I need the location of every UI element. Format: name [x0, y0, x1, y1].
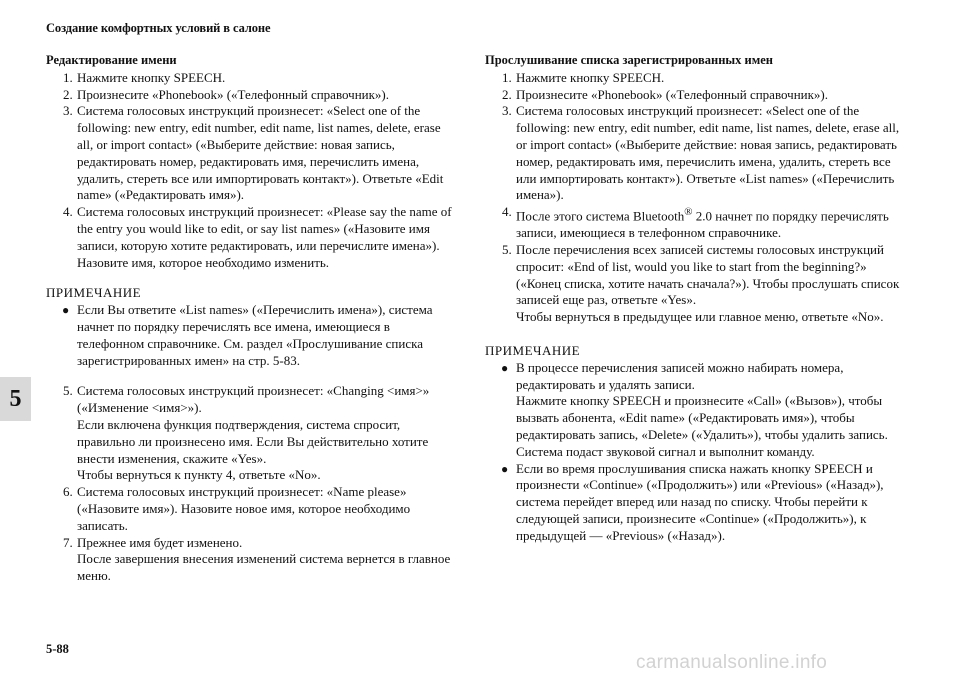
step-text: Нажмите кнопку SPEECH.	[77, 69, 226, 85]
note-item	[46, 302, 458, 369]
note-text: Если во время прослушивания списка нажать кнопку SPEECH и произнести «Continue» («Продолжить») или «Previous» («Назад»), система перейдет вперед или назад по списку. Чтобы перейти к следующей записи, произнесите «Continue» («Продолжить»), к предыдущей — «Previous» («Назад»).	[516, 460, 884, 543]
note-text: Если Вы ответите «List names» («Перечислить имена»), система начнет по порядку перечислять все имена, имеющиеся в телефонном справочнике. См. раздел «Прослушивание списка зарегистрированных имен» на стр. 5-83.	[77, 302, 433, 368]
step-number: 5.	[502, 242, 512, 258]
bullet-icon: ●	[501, 461, 509, 476]
step-number: 1.	[502, 69, 512, 85]
step-extra-text: Чтобы вернуться к пункту 4, ответьте «No».	[77, 467, 321, 483]
step-number: 6.	[63, 484, 73, 500]
step-item	[46, 87, 458, 104]
step-item	[485, 70, 905, 87]
step-item	[46, 204, 458, 271]
note-extra-text: Нажмите кнопку SPEECH и произнесите «Call» («Вызов»), чтобы вызвать абонента, «Edit name» («Редактировать имя»), чтобы редактировать запись, «Delete» («Удалить»), чтобы удалить запись.	[516, 393, 888, 443]
registered-mark: ®	[684, 206, 693, 219]
section-title-list-names: Прослушивание списка зарегистрированных имен	[485, 53, 774, 67]
step-text: После перечисления всех записей системы голосовых инструкций спросит: «End of list, would you like to start from the beginning?» («Конец списка, хотите начать сначала?»). Чтобы прослушать список записей еще раз, ответьте «Yes».	[516, 242, 900, 308]
step-item	[46, 535, 458, 585]
section-title-edit-name: Редактирование имени	[46, 53, 177, 67]
note-item	[485, 461, 905, 545]
bullet-icon: ●	[501, 360, 509, 375]
step-number: 4.	[63, 204, 73, 220]
step-item	[485, 103, 905, 204]
step-number: 4.	[502, 204, 512, 220]
page-number: 5-88	[46, 642, 69, 656]
step-item	[46, 70, 458, 87]
note-extra-text: Система подаст звуковой сигнал и выполнит команду.	[516, 443, 815, 459]
edit-name-steps-continued	[46, 383, 458, 585]
step-text: Произнесите «Phonebook» («Телефонный справочник»).	[77, 86, 390, 102]
edit-name-steps	[46, 70, 458, 272]
step-text-after: 2.0 начнет по порядку перечислять записи, имеющиеся в телефонном справочнике.	[516, 208, 889, 241]
step-number: 3.	[63, 103, 73, 119]
right-column	[485, 52, 905, 545]
step-extra-text: Если включена функция подтверждения, система спросит, правильно ли произнесено имя. Если Вы действительно хотите внести изменения, скажите «Yes».	[77, 416, 429, 466]
step-text: Прежнее имя будет изменено.	[77, 534, 243, 550]
step-item	[46, 103, 458, 204]
step-number: 2.	[502, 86, 512, 102]
step-number: 7.	[63, 534, 73, 550]
step-number: 1.	[63, 69, 73, 85]
chapter-tab: 5	[0, 377, 31, 421]
step-item	[485, 242, 905, 326]
step-text-before: После этого система Bluetooth	[516, 208, 685, 224]
step-number: 5.	[63, 383, 73, 399]
note-title: ПРИМЕЧАНИЕ	[485, 343, 581, 359]
step-extra-text: После завершения внесения изменений система вернется в главное меню.	[77, 551, 451, 584]
step-item	[46, 383, 458, 484]
left-column	[46, 52, 458, 585]
page-header: Создание комфортных условий в салоне	[46, 21, 271, 35]
step-text: Нажмите кнопку SPEECH.	[516, 69, 665, 85]
note-item	[485, 360, 905, 461]
step-number: 2.	[63, 86, 73, 102]
watermark: carmanualsonline.info	[636, 652, 828, 673]
list-names-steps	[485, 70, 905, 326]
step-extra-text: Чтобы вернуться в предыдущее или главное меню, ответьте «No».	[516, 309, 884, 325]
step-item	[485, 87, 905, 104]
step-item	[46, 484, 458, 534]
note-title: ПРИМЕЧАНИЕ	[46, 285, 142, 301]
step-text: Произнесите «Phonebook» («Телефонный справочник»).	[516, 86, 829, 102]
step-text: Система голосовых инструкций произнесет: «Select one of the following: new entry, edit number, edit name, list names, delete, erase all, or import contact» («Выберите действие: новая запись, редактировать номер, редактировать имя, перечислить имена, удалить, стереть все или импортировать контакт»). Ответьте «Edit name» («Редактировать имя»).	[77, 103, 444, 203]
step-number: 3.	[502, 103, 512, 119]
step-text: Система голосовых инструкций произнесет: «Name please» («Назовите имя»). Назовите новое имя, которое необходимо записать.	[77, 484, 411, 533]
bullet-icon: ●	[62, 303, 70, 318]
step-text: Система голосовых инструкций произнесет: «Please say the name of the entry you would like to edit, or say list names» («Назовите имя записи, которую хотите редактировать, или перечислите имена»). Назовите имя, которое необходимо изменить.	[77, 204, 452, 270]
step-text: Система голосовых инструкций произнесет: «Changing <имя>» («Изменение <имя>»).	[77, 383, 430, 416]
note-text: В процессе перечисления записей можно набирать номера, редактировать и удалять записи.	[516, 359, 844, 392]
step-item	[485, 204, 905, 242]
step-text: Система голосовых инструкций произнесет: «Select one of the following: new entry, edit number, edit name, list names, delete, erase all, or import contact» («Выберите действие: новая запись, редактировать номер, редактировать имя, перечислить имена, удалить, стереть все или импортировать контакт»). Ответьте «List names» («Перечислить имена»).	[516, 103, 900, 203]
